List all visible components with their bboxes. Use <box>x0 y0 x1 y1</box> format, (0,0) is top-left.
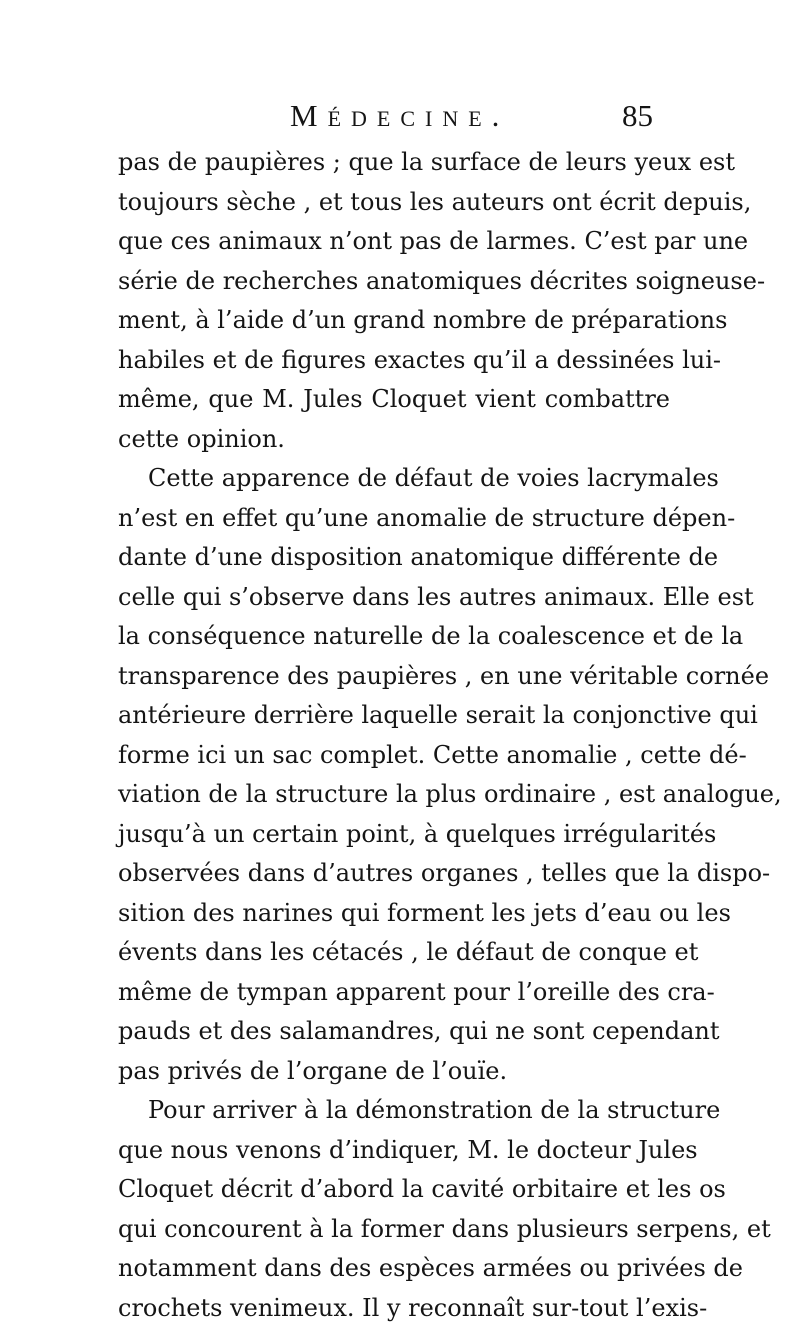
text-line: toujours sèche , et tous les auteurs ont écrit depuis, <box>118 183 670 223</box>
text-line: pauds et des salamandres, qui ne sont cependant <box>118 1012 670 1052</box>
text-line: jusqu’à un certain point, à quelques irrégularités <box>118 815 670 855</box>
text-line: habiles et de figures exactes qu’il a dessinées lui- <box>118 341 670 381</box>
text-line: pas de paupières ; que la surface de leurs yeux est <box>118 143 670 183</box>
text-line: celle qui s’observe dans les autres animaux. Elle est <box>118 578 670 618</box>
text-line: même de tympan apparent pour l’oreille des cra- <box>118 973 670 1013</box>
text-line: crochets venimeux. Il y reconnaît sur-tout l’exis- <box>118 1289 670 1328</box>
text-line: transparence des paupières , en une véritable cornée <box>118 657 670 697</box>
text-line: la conséquence naturelle de la coalescence et de la <box>118 617 670 657</box>
text-line: antérieure derrière laquelle serait la conjonctive qui <box>118 696 670 736</box>
text-line: Cette apparence de défaut de voies lacrymales <box>118 459 670 499</box>
text-line: série de recherches anatomiques décrites soigneuse- <box>118 262 670 302</box>
text-line: viation de la structure la plus ordinaire , est analogue, <box>118 775 670 815</box>
text-line: forme ici un sac complet. Cette anomalie , cette dé- <box>118 736 670 776</box>
body-text <box>118 143 670 1328</box>
text-line: sition des narines qui forment les jets d’eau ou les <box>118 894 670 934</box>
text-line: pas privés de l’organe de l’ouïe. <box>118 1052 670 1092</box>
text-line: ment, à l’aide d’un grand nombre de préparations <box>118 301 670 341</box>
text-line: Cloquet décrit d’abord la cavité orbitaire et les os <box>118 1170 670 1210</box>
text-line: même, que M. Jules Cloquet vient combattre <box>118 380 670 420</box>
running-head <box>118 98 653 142</box>
text-line: que ces animaux n’ont pas de larmes. C’est par une <box>118 222 670 262</box>
text-line: évents dans les cétacés , le défaut de conque et <box>118 933 670 973</box>
text-line: cette opinion. <box>118 420 670 460</box>
text-line: notamment dans des espèces armées ou privées de <box>118 1249 670 1289</box>
text-line: observées dans d’autres organes , telles que la dispo- <box>118 854 670 894</box>
page-number: 85 <box>622 98 653 134</box>
text-line: dante d’une disposition anatomique différente de <box>118 538 670 578</box>
running-title: Médecine. <box>290 98 509 134</box>
text-line: Pour arriver à la démonstration de la structure <box>118 1091 670 1131</box>
text-line: n’est en effet qu’une anomalie de structure dépen- <box>118 499 670 539</box>
text-line: qui concourent à la former dans plusieurs serpens, et <box>118 1210 670 1250</box>
text-line: que nous venons d’indiquer, M. le docteur Jules <box>118 1131 670 1171</box>
